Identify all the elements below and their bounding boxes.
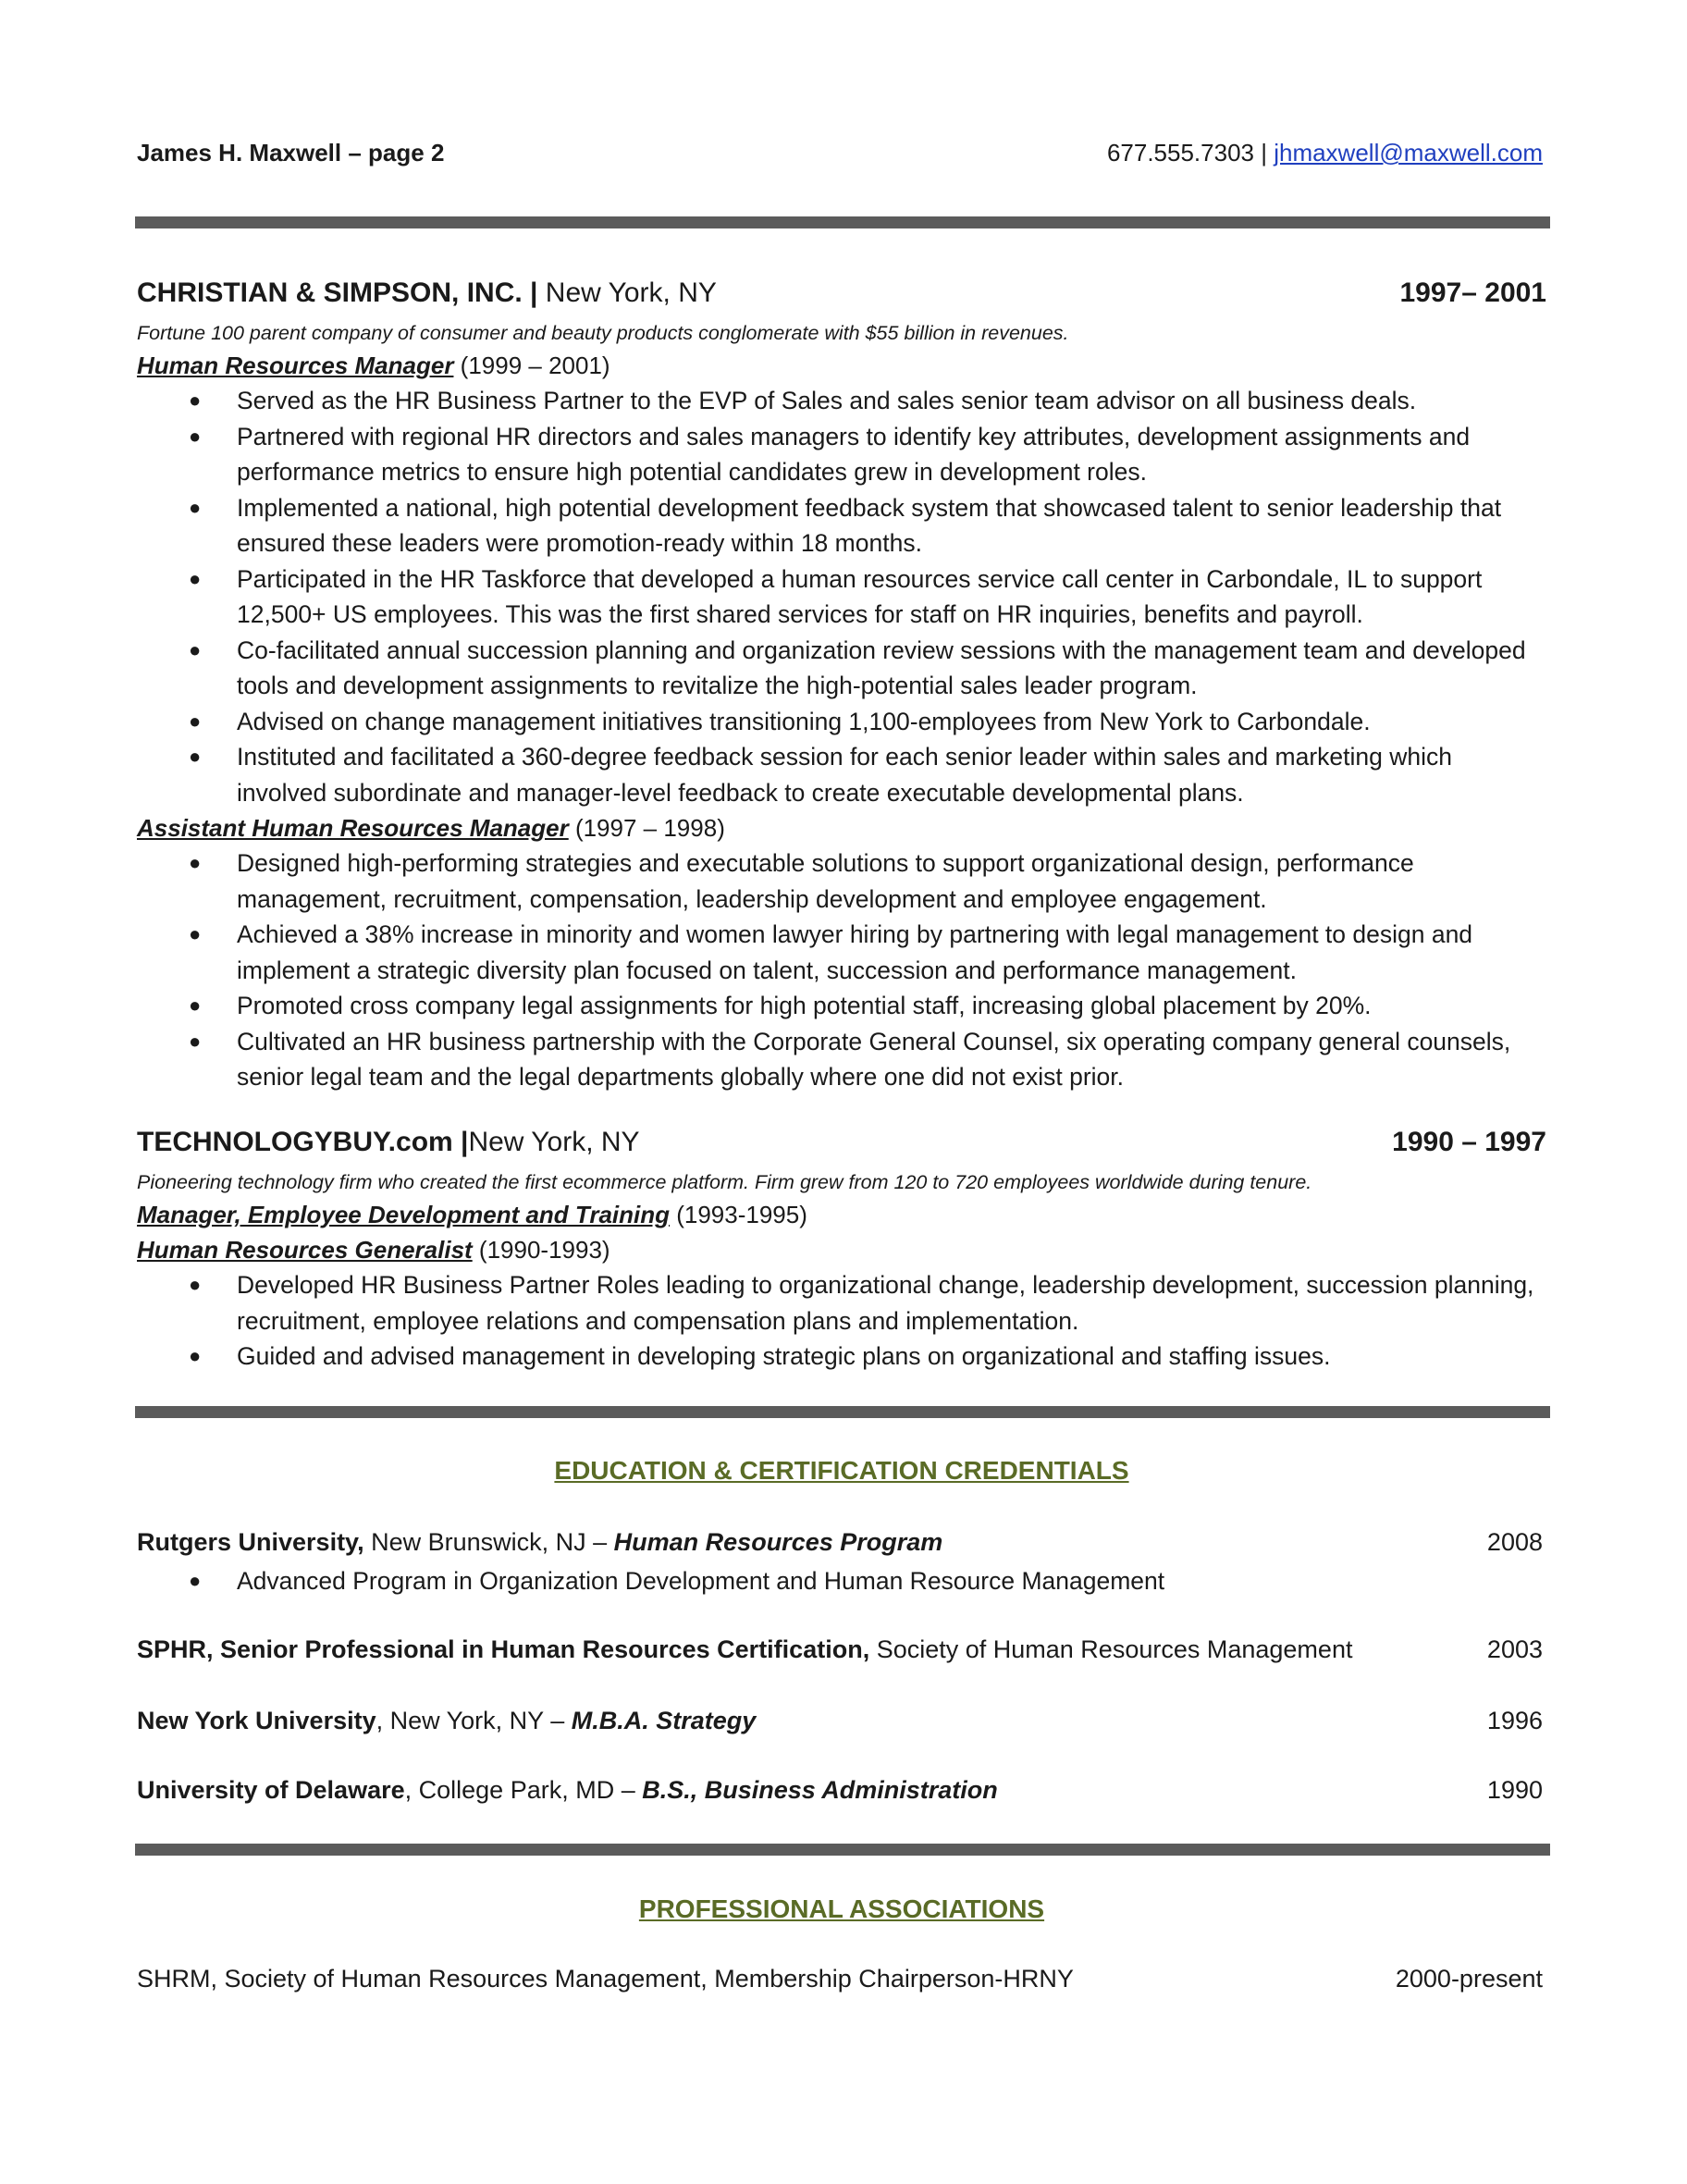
divider-education [135, 1406, 1550, 1418]
certification-name: SPHR, Senior Professional in Human Resources Certification, [137, 1635, 870, 1663]
bullet-text: Guided and advised management in developing strategic plans on organizational and staffing issues. [237, 1342, 1331, 1370]
bullet-text: Cultivated an HR business partnership with the Corporate General Counsel, six operating company general counsels, senior legal team and the legal departments globally where one did not exist prior. [237, 1027, 1511, 1091]
contact-separator: | [1254, 139, 1274, 167]
list-item [137, 1563, 1546, 1599]
company-separator: | [522, 278, 546, 308]
education-year: 1990 [1486, 1776, 1543, 1804]
role-heading [137, 810, 1546, 845]
bullet-icon: ● [189, 566, 202, 590]
page-label: – page 2 [341, 139, 445, 167]
list-item [137, 739, 1546, 810]
role-bullets [137, 1267, 1546, 1375]
school-place: , New York, NY – [376, 1707, 572, 1734]
education-bullets [137, 1563, 1546, 1599]
bullet-icon: ● [189, 1029, 202, 1053]
role-heading [137, 1232, 1546, 1267]
education-heading: EDUCATION & CERTIFICATION CREDENTIALS [554, 1456, 1129, 1485]
school-name: University of Delaware [137, 1776, 405, 1804]
bullet-text: Developed HR Business Partner Roles leading to organizational change, leadership development, succession planning, recruitment, employee relations and compensation plans and implementation. [237, 1271, 1534, 1335]
bullet-icon: ● [189, 424, 202, 448]
list-item [137, 1339, 1546, 1375]
education-row [137, 1635, 1546, 1664]
bullet-icon: ● [189, 993, 202, 1017]
education-row [137, 1528, 1546, 1557]
bullet-icon: ● [189, 745, 202, 768]
program-name: B.S., Business Administration [642, 1776, 998, 1804]
divider-top [135, 216, 1550, 228]
program-name: M.B.A. Strategy [571, 1707, 757, 1734]
bullet-text: Achieved a 38% increase in minority and women lawyer hiring by partnering with legal management to design and implement a strategic diversity plan focused on talent, succession and performance management. [237, 920, 1473, 984]
list-item [137, 490, 1546, 561]
association-text: SHRM, Society of Human Resources Management, Membership Chairperson-HRNY [137, 1965, 1074, 1993]
school-place: , College Park, MD – [404, 1776, 643, 1804]
role-dates: (1993-1995) [670, 1201, 807, 1228]
header-contact [1107, 139, 1543, 167]
associations-heading: PROFESSIONAL ASSOCIATIONS [638, 1894, 1045, 1923]
company-name: CHRISTIAN & SIMPSON, INC. [137, 278, 523, 308]
bullet-text: Promoted cross company legal assignments for high potential staff, increasing global placement by 20%. [237, 992, 1372, 1019]
list-item [137, 845, 1546, 917]
company-location: New York, NY [468, 1127, 640, 1157]
role-dates: (1990-1993) [472, 1236, 610, 1264]
role-heading [137, 348, 1546, 383]
phone-number: 677.555.7303 [1106, 139, 1254, 167]
company-description: Fortune 100 parent company of consumer and beauty products conglomerate with $55 billion in revenues. [137, 322, 1069, 344]
bullet-icon: ● [189, 1344, 202, 1367]
program-name: Human Resources Program [613, 1528, 943, 1556]
education-row [137, 1776, 1546, 1805]
company-years: 1997– 2001 [1399, 278, 1546, 308]
list-item [137, 1267, 1546, 1339]
bullet-text: Partnered with regional HR directors and sales managers to identify key attributes, development assignments and performance metrics to ensure high potential candidates grew in development roles. [237, 422, 1471, 486]
role-dates: (1997 – 1998) [568, 814, 725, 842]
bullet-icon: ● [189, 495, 202, 519]
bullet-text: Implemented a national, high potential development feedback system that showcased talent to senior leadership that ensured these leaders were promotion-ready within 18 months. [237, 493, 1502, 557]
education-year: 1996 [1486, 1707, 1543, 1734]
role-title: Human Resources Generalist [137, 1236, 473, 1264]
school-name: Rutgers University, [137, 1528, 364, 1556]
bullet-icon: ● [189, 637, 202, 661]
company-years: 1990 – 1997 [1392, 1127, 1546, 1157]
company-heading [137, 278, 1546, 318]
list-item [137, 419, 1546, 490]
education-year: 2003 [1486, 1635, 1543, 1663]
list-item [137, 1024, 1546, 1095]
page-header [137, 139, 1546, 176]
role-title: Manager, Employee Development and Training [137, 1201, 670, 1228]
bullet-icon: ● [189, 1273, 202, 1296]
company-name: TECHNOLOGYBUY.com [137, 1127, 453, 1157]
role-bullets [137, 383, 1546, 810]
bullet-icon: ● [189, 851, 202, 874]
school-name: New York University [137, 1707, 376, 1734]
bullet-icon: ● [189, 389, 202, 412]
list-item [137, 917, 1546, 988]
association-row [137, 1965, 1546, 1993]
list-item [137, 988, 1546, 1024]
certification-body: Society of Human Resources Management [869, 1635, 1353, 1663]
list-item [137, 633, 1546, 704]
list-item [137, 383, 1546, 419]
association-years: 2000-present [1395, 1965, 1543, 1993]
school-place: New Brunswick, NJ – [363, 1528, 614, 1556]
company-heading [137, 1127, 1546, 1167]
bullet-text: Participated in the HR Taskforce that developed a human resources service call center in Carbondale, IL to support 12,500+ US employees. This was the first shared services for staff on HR inquiries, benefits and payroll. [237, 564, 1483, 628]
divider-associations [135, 1844, 1550, 1856]
bullet-text: Designed high-performing strategies and executable solutions to support organizational design, performance management, recruitment, compensation, leadership development and employee engagement. [237, 849, 1414, 913]
company-location: New York, NY [545, 278, 717, 308]
bullet-icon: ● [189, 1569, 202, 1592]
list-item [137, 561, 1546, 633]
role-bullets [137, 845, 1546, 1095]
bullet-icon: ● [189, 709, 202, 733]
role-heading [137, 1197, 1546, 1232]
bullet-text: Advised on change management initiatives transitioning 1,100-employees from New York to Carbondale. [237, 707, 1371, 735]
education-year: 2008 [1486, 1528, 1543, 1556]
header-name [137, 139, 444, 167]
candidate-name: James H. Maxwell [137, 139, 342, 167]
bullet-text: Instituted and facilitated a 360-degree feedback session for each senior leader within sales and marketing which involved subordinate and manager-level feedback to create executable developmental plans. [237, 743, 1453, 807]
role-dates: (1999 – 2001) [453, 352, 610, 379]
bullet-text: Advanced Program in Organization Development and Human Resource Management [237, 1567, 1165, 1595]
company-description: Pioneering technology firm who created the first ecommerce platform. Firm grew from 120 to 720 employees worldwide during tenure. [137, 1171, 1312, 1193]
role-title: Assistant Human Resources Manager [137, 814, 569, 842]
education-row [137, 1707, 1546, 1735]
company-section-2 [137, 1127, 1546, 1375]
list-item [137, 704, 1546, 740]
bullet-text: Served as the HR Business Partner to the EVP of Sales and sales senior team advisor on all business deals. [237, 387, 1417, 414]
role-title: Human Resources Manager [137, 352, 454, 379]
bullet-icon: ● [189, 922, 202, 945]
bullet-text: Co-facilitated annual succession planning and organization review sessions with the management team and developed tools and development assignments to revitalize the high-potential sales leader program. [237, 635, 1526, 699]
company-section-1 [137, 278, 1546, 1095]
company-separator: | [452, 1127, 469, 1157]
email-link[interactable]: jhmaxwell@maxwell.com [1274, 139, 1543, 167]
